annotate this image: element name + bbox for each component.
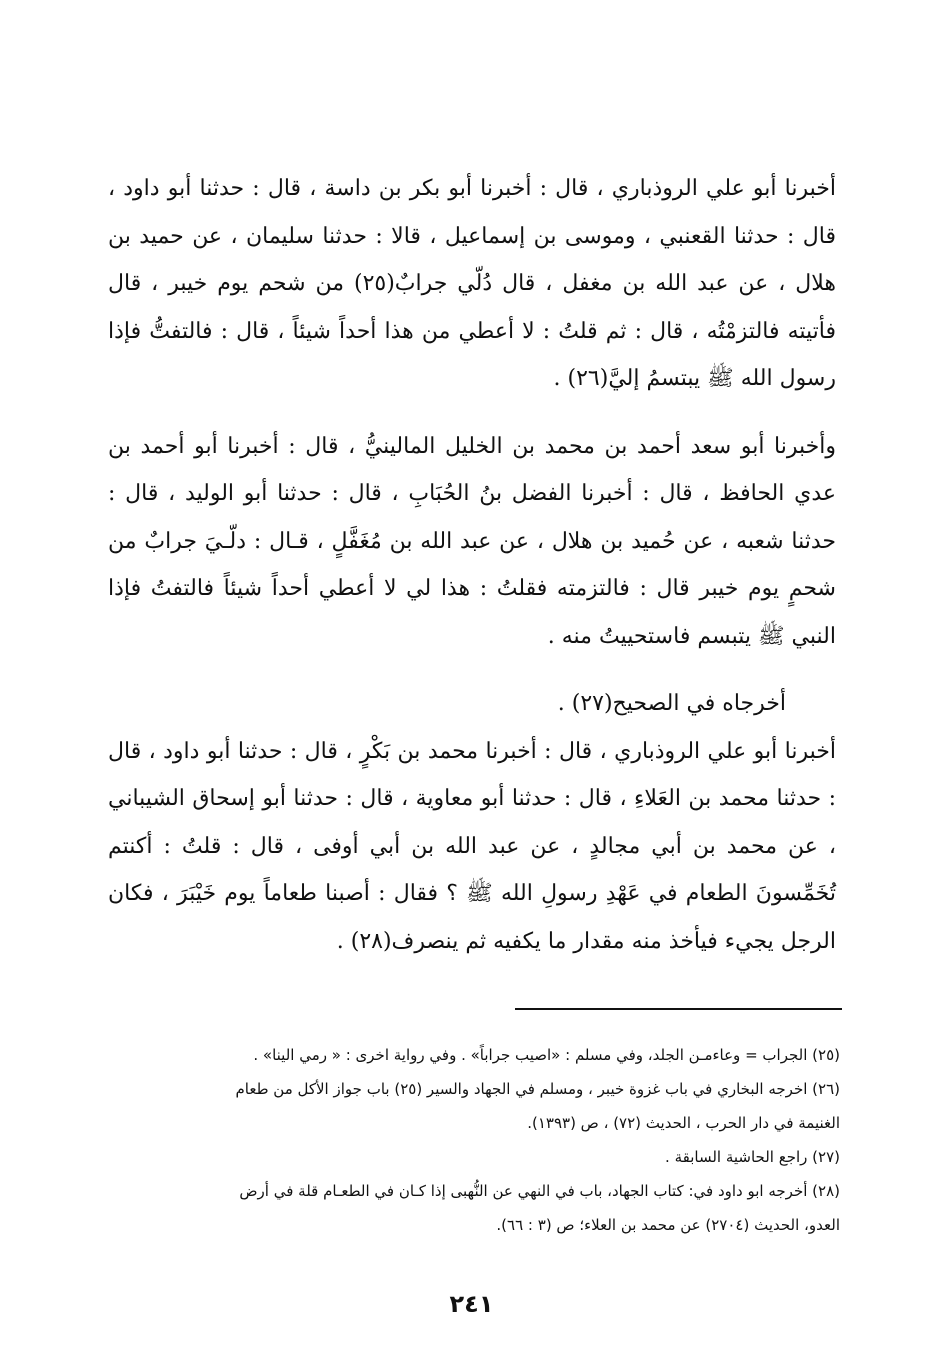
footnotes (108, 1038, 840, 1242)
footnote-25: (٢٥) الجراب = وعاءمـن الجلد، وفي مسلم : «اصيب جراباً» . وفي رواية اخرى : « رمي الينا» . (253, 1046, 840, 1064)
paragraph-2: وأخبرنا أبو سعد أحمد بن محمد بن الخليل المالينيُّ ، قال : أخبرنا أبو أحمد بن عدي الحافظ ، قال : أخبرنا الفضل بنُ الحُبَابِ ، قال : حدثنا أبو الوليد ، قال : حدثنا شعبه ، عن حُميد بن هلال ، عن عبد الله بن مُغَفَّلٍ ، قـال : دلّـيَ جرابٌ من شحمٍ يوم خيبر قال : فالتزمته فقلتُ : هذا لي لا أعطي أحداً شيئاً فالتفتُ فإذا النبي ﷺ يتبسم فاستحييتُ منه . (108, 433, 836, 649)
paragraph-3: أخبرنا أبو علي الروذباري ، قال : أخبرنا محمد بن بَكْرٍ ، قال : حدثنا أبو داود ، قال : حدثنا محمد بن العَلاءِ ، قال : حدثنا أبو معاوية ، قال : حدثنا أبو إسحاق الشيباني ، عن محمد بن أبي مجالدٍ ، عن عبد الله بن أبي أوفى ، قال : قلتُ : أكنتم تُخَمِّسونَ الطعام في عَهْدِ رسولِ الله ﷺ ؟ فقال : أصبنا طعاماً يوم خَيْبَرَ ، فكان الرجل يجيء فيأخذ منه مقدار ما يكفيه ثم ينصرف(٢٨) . (108, 738, 836, 954)
paragraph-1: أخبرنا أبو علي الروذباري ، قال : أخبرنا أبو بكر بن داسة ، قال : حدثنا أبو داود ، قال : حدثنا القعنبي ، وموسى بن إسماعيل ، قالا : حدثنا سليمان ، عن حميد بن هلال ، عن عبد الله بن مغفل ، قال دُلّي جرابٌ(٢٥) من شحم يوم خيبر ، قال فأتيته فالتزمْتُه ، قال : ثم قلتُ : لا أعطي من هذا أحداً شيئاً ، قال : فالتفتُّ فإذا رسول الله ﷺ يبتسمُ إليَّ(٢٦) . (108, 176, 837, 391)
main-text (108, 165, 836, 965)
footnote-26-continued: الغنيمة في دار الحرب ، الحديث (٧٢) ، ص (١٣٩٣). (527, 1114, 840, 1132)
footnote-26: (٢٦) اخرجه البخاري في باب غزوة خيبر ، ومسلم في الجهاد والسير (٢٥) باب جواز الأكل من طعام (235, 1080, 840, 1098)
takhrij-line: أخرجاه في الصحيح(٢٧) . (557, 691, 786, 716)
footnote-divider (515, 1008, 842, 1010)
footnote-27: (٢٧) راجع الحاشية السابقة . (665, 1148, 840, 1166)
footnote-28: (٢٨) أخرجه ابو داود في: كتاب الجهاد، باب في النهي عن النُّهبى إذا كـان في الطعـام قلة في أرض (239, 1182, 840, 1200)
page-number: ٢٤١ (449, 1290, 494, 1318)
footnote-28-continued: العدو، الحديث (٢٧٠٤) عن محمد بن العلاء؛ ص (٣ : ٦٦). (496, 1216, 840, 1234)
